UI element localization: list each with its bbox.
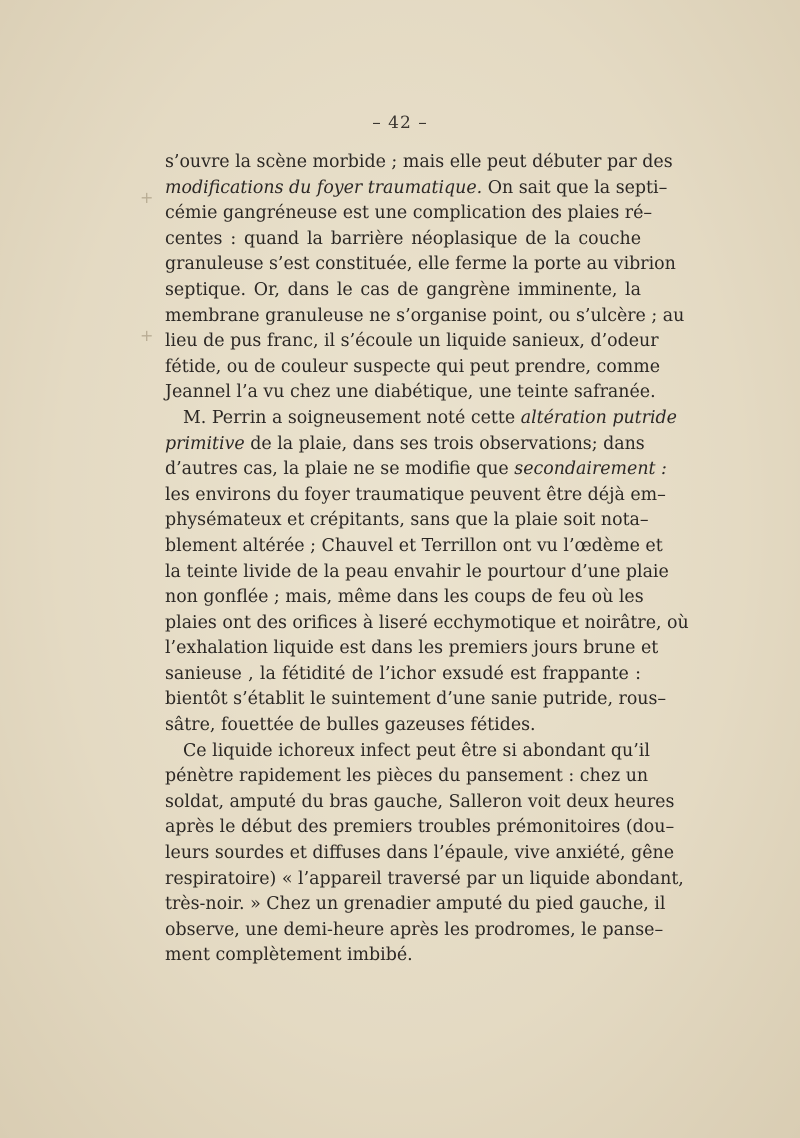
text-line bbox=[165, 278, 641, 304]
text-segment: respiratoire) « l’appareil traversé par un liquide abondant, bbox=[165, 868, 684, 889]
text-segment: M. Perrin a soigneusement noté cette bbox=[183, 407, 521, 428]
text-segment: très-noir. » Chez un grenadier amputé du pied gauche, il bbox=[165, 894, 666, 915]
text-segment: granuleuse s’est constituée, elle ferme la porte au vibrion bbox=[165, 254, 676, 275]
text-line bbox=[165, 329, 659, 355]
italic-text: modifications du foyer traumatique. bbox=[165, 177, 483, 198]
text-line bbox=[165, 201, 653, 227]
text-line bbox=[165, 508, 649, 534]
text-line bbox=[165, 227, 641, 253]
text-segment: On sait que la septi– bbox=[482, 177, 668, 198]
text-line bbox=[165, 304, 685, 330]
text-segment: plaies ont des orifices à liseré ecchymotique et noirâtre, où bbox=[165, 612, 689, 633]
text-segment: membrane granuleuse ne s’organise point, ou s’ulcère ; au bbox=[165, 305, 685, 326]
text-line bbox=[165, 815, 675, 841]
text-segment: de la plaie, dans ses trois observations; dans bbox=[244, 433, 645, 454]
text-line bbox=[165, 790, 675, 816]
text-line bbox=[165, 713, 641, 739]
text-segment: physémateux et crépitants, sans que la plaie soit nota– bbox=[165, 510, 649, 531]
text-line bbox=[165, 176, 668, 202]
text-line bbox=[165, 687, 667, 713]
text-line bbox=[165, 943, 641, 969]
margin-mark: + bbox=[140, 188, 154, 207]
text-line bbox=[165, 867, 684, 893]
text-segment: Jeannel l’a vu chez une diabétique, une teinte safranée. bbox=[165, 382, 656, 403]
text-line bbox=[165, 611, 689, 637]
text-line bbox=[165, 380, 656, 406]
text-segment: l’exhalation liquide est dans les premiers jours brune et bbox=[165, 638, 659, 659]
text-segment: ment complètement imbibé. bbox=[165, 945, 413, 966]
text-line bbox=[165, 662, 641, 688]
text-line bbox=[165, 892, 666, 918]
text-segment: septique. Or, dans le cas de gangrène imminente, la bbox=[165, 279, 641, 300]
text-segment: sâtre, fouettée de bulles gazeuses fétides. bbox=[165, 715, 536, 736]
text-line bbox=[165, 457, 667, 483]
text-segment: centes : quand la barrière néoplasique de la couche bbox=[165, 228, 641, 249]
text-segment: non gonflée ; mais, même dans les coups de feu où les bbox=[165, 587, 644, 608]
text-segment: d’autres cas, la plaie ne se modifie que bbox=[165, 459, 515, 480]
text-segment: les environs du foyer traumatique peuvent être déjà em– bbox=[165, 484, 666, 505]
text-segment: s’ouvre la scène morbide ; mais elle peut débuter par des bbox=[165, 152, 673, 172]
text-line bbox=[165, 739, 650, 765]
text-line bbox=[165, 483, 666, 509]
text-line bbox=[165, 841, 674, 867]
text-line bbox=[165, 764, 649, 790]
body-text bbox=[165, 150, 689, 969]
italic-text: primitive bbox=[165, 433, 245, 454]
text-segment: bientôt s’établit le suintement d’une sanie putride, rous– bbox=[165, 689, 667, 710]
page-number: – 42 – bbox=[372, 113, 428, 133]
text-segment: leurs sourdes et diffuses dans l’épaule, vive anxiété, gêne bbox=[165, 843, 674, 864]
text-segment: blement altérée ; Chauvel et Terrillon ont vu l’œdème et bbox=[165, 535, 663, 556]
text-segment: fétide, ou de couleur suspecte qui peut prendre, comme bbox=[165, 356, 661, 377]
text-line bbox=[165, 406, 677, 432]
text-line bbox=[165, 585, 644, 611]
text-segment: après le début des premiers troubles prémonitoires (dou– bbox=[165, 817, 675, 838]
italic-text: secondairement : bbox=[514, 459, 667, 480]
text-line bbox=[165, 560, 669, 586]
text-segment: lieu de pus franc, il s’écoule un liquide sanieux, d’odeur bbox=[165, 331, 659, 352]
text-line bbox=[165, 150, 673, 176]
text-segment: soldat, amputé du bras gauche, Salleron voit deux heures bbox=[165, 791, 675, 812]
margin-mark: + bbox=[140, 326, 154, 345]
text-line bbox=[165, 918, 664, 944]
text-line bbox=[165, 432, 645, 458]
text-line bbox=[165, 355, 661, 381]
text-segment: observe, une demi-heure après les prodromes, le panse– bbox=[165, 919, 664, 940]
text-segment: cémie gangréneuse est une complication des plaies ré– bbox=[165, 203, 653, 224]
text-segment: pénètre rapidement les pièces du pansement : chez un bbox=[165, 766, 649, 787]
text-line bbox=[165, 534, 663, 560]
text-segment: Ce liquide ichoreux infect peut être si abondant qu’il bbox=[183, 740, 650, 761]
text-line bbox=[165, 636, 659, 662]
text-line bbox=[165, 252, 676, 278]
text-segment: la teinte livide de la peau envahir le pourtour d’une plaie bbox=[165, 561, 669, 582]
text-segment: sanieuse , la fétidité de l’ichor exsudé est frappante : bbox=[165, 663, 641, 684]
italic-text: altération putride bbox=[520, 407, 677, 428]
